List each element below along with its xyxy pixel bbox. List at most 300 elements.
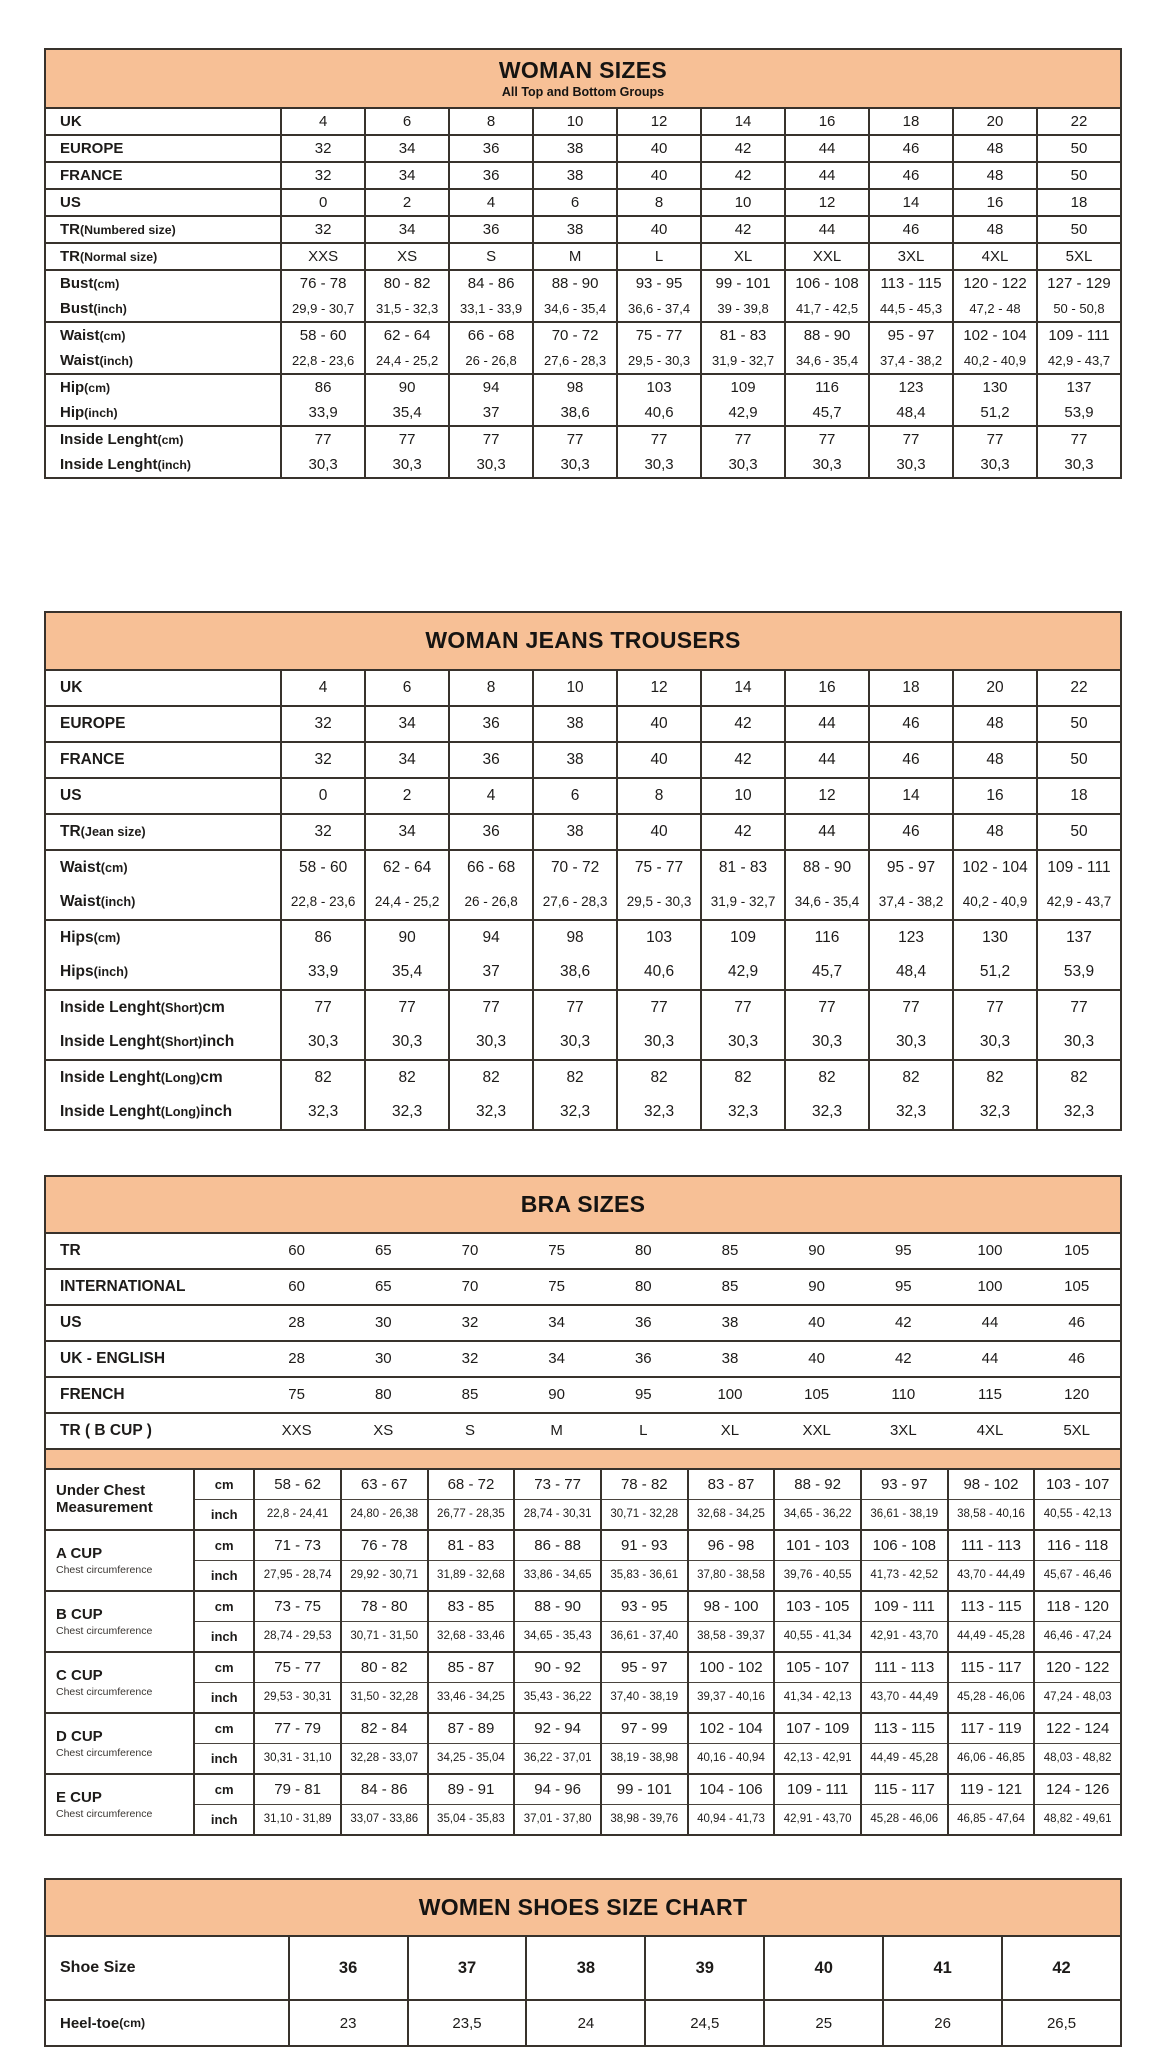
cup-label-cell xyxy=(46,1592,193,1651)
row-label-cell xyxy=(46,743,280,777)
size-value-cell xyxy=(280,1061,364,1129)
row-label-text: (Long) xyxy=(160,1070,201,1086)
size-value-cell xyxy=(868,707,952,741)
cup-value-cm: 116 - 118 xyxy=(1047,1536,1109,1554)
size-value-cell xyxy=(532,815,616,849)
size-value-cell xyxy=(1036,375,1120,425)
row-label-text: Hips xyxy=(60,962,94,980)
size-value-cell xyxy=(616,190,700,215)
bra-row-value: 42 xyxy=(894,1350,912,1368)
size-value-cell xyxy=(448,851,532,919)
cup-value-inch: 44,49 - 45,28 xyxy=(862,1743,947,1773)
size-value-cell xyxy=(868,991,952,1059)
size-value-cell xyxy=(1036,851,1120,919)
size-value: 33,1 - 33,9 xyxy=(460,301,523,317)
cup-label: B CUP xyxy=(56,1606,103,1624)
size-value-cell xyxy=(700,244,784,269)
row-label-text: US xyxy=(60,786,82,804)
size-value-cell xyxy=(280,743,364,777)
size-value-cell xyxy=(280,244,364,269)
cup-value-cell xyxy=(600,1592,687,1651)
row-label-text: (Normal size) xyxy=(80,249,158,264)
bra-row-value: 36 xyxy=(634,1350,652,1368)
size-value: 40 xyxy=(650,822,668,840)
size-value: 82 xyxy=(818,1068,836,1086)
size-value: 51,2 xyxy=(979,962,1011,980)
row-label-cell xyxy=(46,851,280,919)
size-value: 18 xyxy=(1070,786,1088,804)
row-label xyxy=(46,244,280,269)
size-value-cell xyxy=(364,921,448,989)
woman-jeans-body xyxy=(46,671,1120,1129)
cup-value-cell xyxy=(860,1470,947,1529)
cup-value-cell xyxy=(600,1653,687,1712)
size-value-cell xyxy=(616,779,700,813)
size-value-cell xyxy=(616,851,700,919)
size-value: 88 - 90 xyxy=(802,858,852,876)
cup-value-cell xyxy=(340,1775,427,1834)
cup-value-cell xyxy=(773,1470,860,1529)
size-value: 10 xyxy=(566,113,584,131)
cup-value-cell xyxy=(687,1714,774,1773)
size-value: 42,9 xyxy=(727,962,759,980)
size-value: 27,6 - 28,3 xyxy=(543,353,607,369)
size-value: 32 xyxy=(314,750,332,768)
size-value: 4 xyxy=(486,786,496,804)
size-value-cell xyxy=(616,217,700,242)
row-label-cell xyxy=(46,779,280,813)
bra-row-label: UK - ENGLISH xyxy=(60,1349,166,1367)
size-value: 34 xyxy=(398,750,416,768)
size-value: 20 xyxy=(986,113,1004,131)
size-value: 42 xyxy=(734,750,752,768)
size-value: 38,6 xyxy=(559,962,591,980)
size-value-cell xyxy=(868,921,952,989)
cup-value-cell xyxy=(600,1531,687,1590)
size-value-cell xyxy=(952,921,1036,989)
size-value: 32,3 xyxy=(895,1102,927,1120)
row-label xyxy=(46,851,280,885)
size-value: 75 - 77 xyxy=(635,327,683,345)
size-value-cell xyxy=(532,707,616,741)
cup-value-cm: 81 - 83 xyxy=(447,1536,495,1554)
size-value: 44 xyxy=(818,714,836,732)
row-label-text: Waist xyxy=(60,892,101,910)
size-value: 109 - 111 xyxy=(1047,858,1111,876)
size-value-cell xyxy=(532,163,616,188)
bra-row-value: 80 xyxy=(374,1386,392,1404)
size-value: 75 - 77 xyxy=(634,858,684,876)
shoes-value: 23,5 xyxy=(407,2001,526,2045)
cup-label-cell xyxy=(46,1714,193,1773)
size-value: 32,3 xyxy=(559,1102,591,1120)
cup-value-cm: 88 - 90 xyxy=(534,1597,581,1615)
size-value: 48 xyxy=(986,750,1004,768)
cup-value-cell xyxy=(773,1653,860,1712)
size-value-cell xyxy=(1036,323,1120,373)
size-value-cell xyxy=(868,323,952,373)
cup-value-cell xyxy=(947,1470,1034,1529)
cup-value-inch: 35,83 - 36,61 xyxy=(602,1560,687,1590)
size-value-cell xyxy=(448,323,532,373)
bra-row-value: 38 xyxy=(721,1350,739,1368)
cup-value-inch: 40,94 - 41,73 xyxy=(689,1804,774,1834)
size-value-cell xyxy=(616,271,700,321)
shoes-table xyxy=(44,1878,1122,2047)
size-value: 42 xyxy=(734,822,752,840)
cup-value-inch: 41,73 - 42,52 xyxy=(862,1560,947,1590)
shoes-value: 26 xyxy=(882,2001,1001,2045)
size-value-cell xyxy=(364,271,448,321)
size-value: 66 - 68 xyxy=(466,858,516,876)
size-value-cell xyxy=(700,991,784,1059)
size-value: 48 xyxy=(986,221,1004,239)
cup-value-inch: 44,49 - 45,28 xyxy=(949,1621,1034,1651)
size-value: 32 xyxy=(314,167,332,185)
size-value-cell xyxy=(532,671,616,705)
size-value-cell xyxy=(1036,1061,1120,1129)
cup-sublabel: Chest circumference xyxy=(56,1624,153,1637)
size-value: 32,3 xyxy=(476,1102,507,1120)
size-value-cell xyxy=(952,136,1036,161)
shoes-body xyxy=(46,1937,1120,2045)
size-value: 32,3 xyxy=(727,1102,759,1120)
size-value: 46 xyxy=(902,714,920,732)
cup-label: Under Chest Measurement xyxy=(56,1482,153,1517)
row-label-text: (inch) xyxy=(93,964,129,980)
size-row-group xyxy=(46,741,1120,777)
row-label xyxy=(46,296,280,321)
size-value-cell xyxy=(868,136,952,161)
size-value-cell xyxy=(784,375,868,425)
row-label xyxy=(46,271,280,296)
size-value: 42,9 - 43,7 xyxy=(1047,353,1111,369)
size-value: 123 xyxy=(898,928,924,946)
bra-row-value: 30 xyxy=(374,1314,392,1332)
cup-value-cell xyxy=(947,1653,1034,1712)
row-label xyxy=(46,671,280,705)
size-value: 94 xyxy=(482,379,500,397)
size-value-cell xyxy=(784,991,868,1059)
size-value: 34,6 - 35,4 xyxy=(794,894,860,910)
bra-conversion-row xyxy=(46,1376,1120,1412)
size-value: 116 xyxy=(815,379,839,397)
size-value-cell xyxy=(364,851,448,919)
cup-value-cell xyxy=(340,1470,427,1529)
bra-row-value: 42 xyxy=(894,1314,912,1332)
cup-value-cell xyxy=(1033,1714,1120,1773)
cup-label-cell xyxy=(46,1470,193,1529)
row-label xyxy=(46,955,280,989)
size-value: 40 xyxy=(650,714,668,732)
size-value-cell xyxy=(952,217,1036,242)
size-value-cell xyxy=(784,779,868,813)
size-value: 2 xyxy=(402,786,412,804)
size-value: 88 - 90 xyxy=(551,275,599,293)
size-value: 94 xyxy=(482,928,500,946)
cup-value-cell xyxy=(1033,1653,1120,1712)
size-value: 12 xyxy=(818,786,836,804)
size-value-cell xyxy=(868,109,952,134)
size-value-cell xyxy=(280,707,364,741)
size-value-cell xyxy=(784,1061,868,1129)
row-label xyxy=(46,136,280,161)
size-value: 46 xyxy=(902,167,920,185)
row-label-text: Inside Lenght xyxy=(60,431,158,449)
bra-row-value: 80 xyxy=(634,1242,652,1260)
cup-value-cell xyxy=(687,1592,774,1651)
bra-sizes-title: BRA SIZES xyxy=(520,1190,646,1217)
size-value-cell xyxy=(952,163,1036,188)
cup-value-inch: 22,8 - 24,41 xyxy=(255,1499,340,1529)
size-value: XL xyxy=(733,248,753,266)
size-value: 40,6 xyxy=(643,962,675,980)
size-value: 10 xyxy=(566,678,584,696)
cup-value-inch: 45,67 - 46,46 xyxy=(1035,1560,1120,1590)
cup-value-inch: 37,80 - 38,58 xyxy=(689,1560,774,1590)
cup-value-cm: 113 - 115 xyxy=(873,1719,935,1737)
size-value-cell xyxy=(532,851,616,919)
bra-row-value: 75 xyxy=(288,1386,305,1404)
cup-value-cm: 98 - 102 xyxy=(963,1475,1019,1493)
size-value: 22 xyxy=(1070,678,1088,696)
cup-value-inch: 35,43 - 36,22 xyxy=(515,1682,600,1712)
bra-row-value: 3XL xyxy=(889,1422,917,1440)
cup-value-cell xyxy=(860,1531,947,1590)
size-value: 127 - 129 xyxy=(1047,275,1111,293)
size-value-cell xyxy=(616,323,700,373)
cup-value-cm: 95 - 97 xyxy=(620,1658,668,1676)
cup-label: E CUP xyxy=(56,1789,102,1807)
woman-sizes-header xyxy=(46,50,1120,109)
size-value: 50 xyxy=(1070,714,1088,732)
cup-value-cm: 109 - 111 xyxy=(787,1780,849,1798)
row-label xyxy=(46,707,280,741)
size-value-cell xyxy=(1036,217,1120,242)
size-value-cell xyxy=(700,375,784,425)
size-value: 44 xyxy=(818,750,836,768)
bra-row-value: 60 xyxy=(288,1278,305,1296)
size-value-cell xyxy=(448,136,532,161)
size-value: 27,6 - 28,3 xyxy=(542,894,608,910)
cup-sublabel: Chest circumference xyxy=(56,1807,153,1820)
size-value-cell xyxy=(784,136,868,161)
cup-value-cm: 93 - 97 xyxy=(880,1475,928,1493)
row-label-text: (inch) xyxy=(93,301,127,316)
row-label xyxy=(46,991,280,1025)
size-value-cell xyxy=(700,427,784,477)
cup-value-cm: 68 - 72 xyxy=(447,1475,495,1493)
size-value: 46 xyxy=(902,750,920,768)
size-value-cell xyxy=(1036,991,1120,1059)
size-value: 44 xyxy=(818,167,836,185)
row-label-text: (cm) xyxy=(93,930,121,946)
row-label-cell xyxy=(46,1061,280,1129)
bra-row-value: 36 xyxy=(634,1314,652,1332)
size-value: 86 xyxy=(314,379,332,397)
size-value: 40 xyxy=(650,221,668,239)
size-value-cell xyxy=(364,991,448,1059)
row-label-text: (inch) xyxy=(84,405,118,420)
size-value: 109 - 111 xyxy=(1048,327,1110,345)
cup-value-cell xyxy=(513,1775,600,1834)
size-value-cell xyxy=(784,323,868,373)
size-value: 106 - 108 xyxy=(795,275,859,293)
cup-label-cell xyxy=(46,1775,193,1834)
size-value: 14 xyxy=(902,194,920,212)
woman-sizes-title: WOMAN SIZES xyxy=(498,57,668,83)
bra-row-label: INTERNATIONAL xyxy=(60,1277,186,1295)
size-value-cell xyxy=(448,244,532,269)
size-value-cell xyxy=(700,109,784,134)
size-value-cell xyxy=(784,743,868,777)
row-label-text: Inside Lenght xyxy=(60,1068,161,1086)
size-value-cell xyxy=(448,921,532,989)
cup-value-inch: 34,25 - 35,04 xyxy=(429,1743,514,1773)
row-label-cell xyxy=(46,815,280,849)
bra-cup-group xyxy=(46,1529,1120,1590)
size-value: 88 - 90 xyxy=(803,327,851,345)
size-value: 50 xyxy=(1070,167,1088,185)
row-label-cell xyxy=(46,921,280,989)
cup-value-inch: 42,91 - 43,70 xyxy=(775,1804,860,1834)
unit-label: inch xyxy=(195,1560,253,1590)
cup-label: A CUP xyxy=(56,1545,103,1563)
row-label-cell xyxy=(46,190,280,215)
cup-value-cm: 87 - 89 xyxy=(447,1719,495,1737)
bra-row-value: 30 xyxy=(374,1350,392,1368)
cup-value-cm: 77 - 79 xyxy=(274,1719,321,1737)
row-label xyxy=(46,163,280,188)
row-label-text: (Jean size) xyxy=(80,824,146,840)
bra-row-value: 95 xyxy=(634,1386,652,1404)
size-value-cell xyxy=(952,375,1036,425)
size-value: 81 - 83 xyxy=(718,858,768,876)
row-label xyxy=(46,427,280,452)
unit-cell xyxy=(193,1714,253,1773)
size-value: 46 xyxy=(902,822,920,840)
size-value-cell xyxy=(616,921,700,989)
cup-value-inch: 31,10 - 31,89 xyxy=(255,1804,340,1834)
size-value-cell xyxy=(952,427,1036,477)
size-value: 44 xyxy=(818,140,836,158)
size-value-cell xyxy=(952,109,1036,134)
row-label-text: (Numbered size) xyxy=(80,222,176,237)
row-label xyxy=(46,323,280,348)
row-label xyxy=(46,1095,280,1129)
size-value-cell xyxy=(532,217,616,242)
cup-value-cm: 102 - 104 xyxy=(699,1719,763,1737)
cup-value-cell xyxy=(253,1653,340,1712)
size-value: 30,3 xyxy=(895,1032,927,1050)
cup-value-cm: 117 - 119 xyxy=(960,1719,1022,1737)
cup-value-cell xyxy=(340,1714,427,1773)
size-value: 38,6 xyxy=(560,404,590,422)
size-value: 70 - 72 xyxy=(550,858,600,876)
cup-value-inch: 38,58 - 40,16 xyxy=(949,1499,1034,1529)
size-value: 77 xyxy=(734,998,752,1016)
row-label-text: TR xyxy=(60,822,81,840)
bra-cup-group xyxy=(46,1651,1120,1712)
size-value: 30,3 xyxy=(727,1032,759,1050)
size-value: 36 xyxy=(482,822,500,840)
size-value-cell xyxy=(448,109,532,134)
cup-value-inch: 33,07 - 33,86 xyxy=(342,1804,427,1834)
size-value: 34 xyxy=(398,140,416,158)
size-value: 62 - 64 xyxy=(383,327,431,345)
row-label-text: (inch) xyxy=(99,353,133,368)
size-value: 77 xyxy=(650,998,668,1016)
size-value: 50 - 50,8 xyxy=(1053,301,1105,317)
size-value-cell xyxy=(1036,109,1120,134)
size-value: 51,2 xyxy=(980,404,1010,422)
cup-value-cm: 93 - 95 xyxy=(620,1597,668,1615)
size-value: 48,4 xyxy=(896,404,926,422)
size-value: 29,5 - 30,3 xyxy=(627,353,691,369)
size-value-cell xyxy=(616,743,700,777)
size-value-cell xyxy=(616,815,700,849)
size-value: 82 xyxy=(734,1068,752,1086)
size-value-cell xyxy=(952,779,1036,813)
size-value: 66 - 68 xyxy=(467,327,515,345)
row-label-cell xyxy=(46,991,280,1059)
bra-row-label: TR ( B CUP ) xyxy=(60,1421,152,1439)
size-value: 29,9 - 30,7 xyxy=(292,301,355,317)
size-value-cell xyxy=(280,323,364,373)
row-label-text: (cm) xyxy=(84,380,111,395)
size-value: 12 xyxy=(818,194,836,212)
cup-value-cell xyxy=(947,1775,1034,1834)
size-value: 82 xyxy=(1070,1068,1088,1086)
size-value: 36 xyxy=(482,167,500,185)
size-value: 44 xyxy=(818,221,836,239)
size-value: 22,8 - 23,6 xyxy=(292,353,355,369)
size-value: 90 xyxy=(398,379,416,397)
size-value: M xyxy=(568,248,582,266)
size-value-cell xyxy=(1036,707,1120,741)
size-value: 130 xyxy=(982,379,1008,397)
cup-value-cm: 115 - 117 xyxy=(960,1658,1022,1676)
size-value-cell xyxy=(784,671,868,705)
bra-row-value: 32 xyxy=(461,1350,479,1368)
bra-row-value: 100 xyxy=(977,1242,1003,1260)
size-value: 50 xyxy=(1070,221,1088,239)
size-value: 36,6 - 37,4 xyxy=(627,301,691,317)
row-label-text: Bust xyxy=(60,275,94,293)
size-value: 44,5 - 45,3 xyxy=(879,301,943,317)
size-value-cell xyxy=(616,244,700,269)
size-value-cell xyxy=(1036,743,1120,777)
size-value-cell xyxy=(448,375,532,425)
size-value-cell xyxy=(364,743,448,777)
bra-row-value: 32 xyxy=(461,1314,479,1332)
size-value: 31,9 - 32,7 xyxy=(710,894,776,910)
size-row-group xyxy=(46,321,1120,373)
row-label-text: Hips xyxy=(60,928,94,946)
bra-row-value: 46 xyxy=(1068,1314,1085,1332)
size-value: 38 xyxy=(566,822,584,840)
size-value: 30,3 xyxy=(644,456,674,474)
size-value: 77 xyxy=(566,998,584,1016)
bra-cup-group xyxy=(46,1712,1120,1773)
shoes-value: 42 xyxy=(1001,1937,1120,1999)
size-value-cell xyxy=(784,217,868,242)
size-value-cell xyxy=(784,427,868,477)
size-value-cell xyxy=(532,271,616,321)
size-value-cell xyxy=(280,136,364,161)
unit-label: cm xyxy=(214,1659,234,1675)
size-value-cell xyxy=(1036,271,1120,321)
